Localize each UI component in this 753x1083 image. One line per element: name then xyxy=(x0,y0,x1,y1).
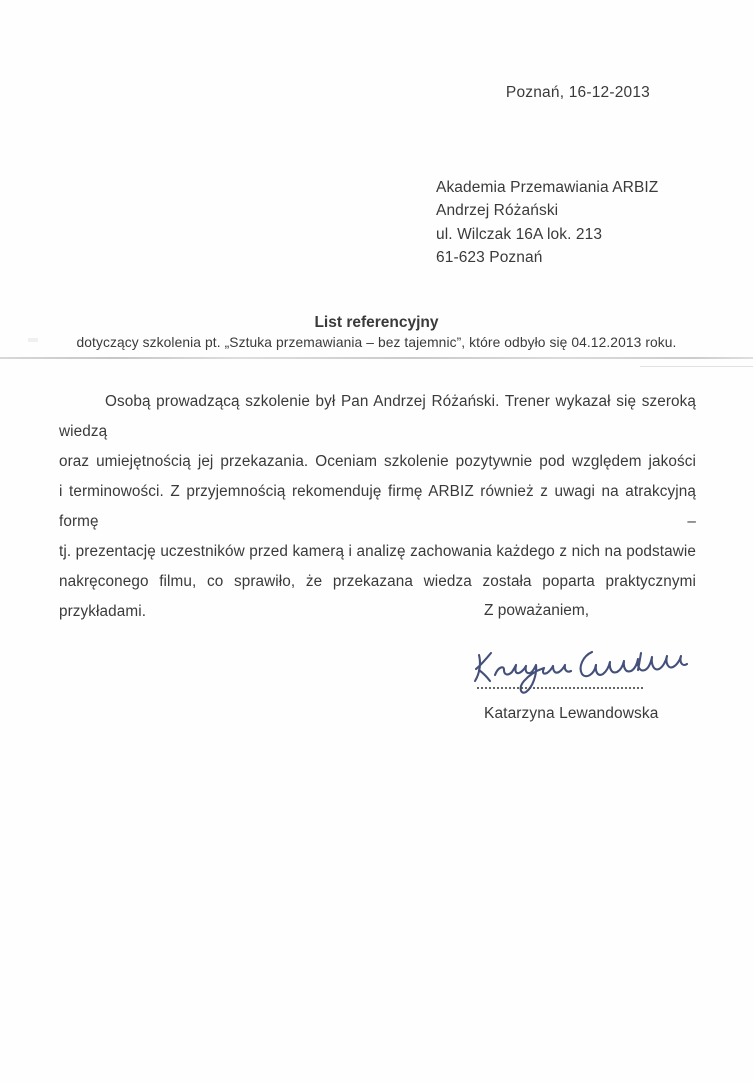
body-line: nakręconego filmu, co sprawiło, że przekazana wiedza została poparta praktycznymi przykładami. xyxy=(59,573,696,620)
letter-title: List referencyjny xyxy=(314,314,439,331)
recipient-line-company: Akademia Przemawiania ARBIZ xyxy=(436,179,659,196)
sender-typed-name: Katarzyna Lewandowska xyxy=(484,705,659,722)
handwritten-signature xyxy=(470,646,692,704)
body-paragraph xyxy=(59,387,696,627)
body-line: i terminowości. Z przyjemnością rekomenduję firmę ARBIZ również z uwagi na atrakcyjną formę – xyxy=(59,483,696,530)
body-line: Osobą prowadzącą szkolenie był Pan Andrzej Różański. Trener wykazał się szeroką wiedzą xyxy=(59,393,696,440)
signature-dotted-line xyxy=(477,687,643,689)
horizontal-rule xyxy=(0,357,753,359)
letter-subtitle: dotyczący szkolenia pt. „Sztuka przemawiania – bez tajemnic”, które odbyło się 04.12.2013 roku. xyxy=(76,335,677,350)
recipient-line-person: Andrzej Różański xyxy=(436,202,559,220)
body-line: tj. prezentację uczestników przed kamerą i analizę zachowania każdego z nich na podstawie xyxy=(59,543,696,560)
recipient-line-city: 61-623 Poznań xyxy=(436,248,543,266)
body-line: oraz umiejętnością jej przekazania. Oceniam szkolenie pozytywnie pod względem jakości xyxy=(59,453,696,470)
scan-artifact-line xyxy=(640,366,753,367)
recipient-line-street: ul. Wilczak 16A lok. 213 xyxy=(436,225,603,243)
closing-salutation: Z poważaniem, xyxy=(484,602,590,619)
date-line: Poznań, 16-12-2013 xyxy=(505,84,650,101)
scan-artifact-smudge xyxy=(28,338,38,342)
recipient-address-block xyxy=(436,176,658,269)
